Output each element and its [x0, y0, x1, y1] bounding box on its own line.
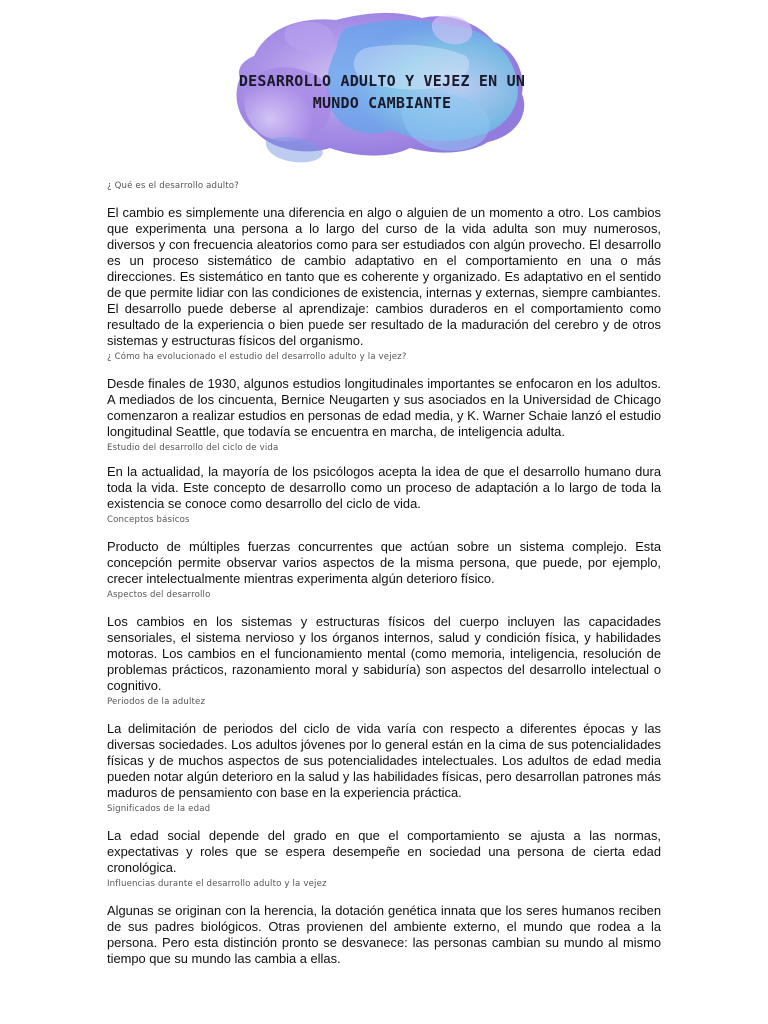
- section-heading-significados: Significados de la edad: [107, 804, 211, 814]
- section-heading-aspectos: Aspectos del desarrollo: [107, 590, 211, 600]
- section-heading-influencias: Influencias durante el desarrollo adulto y la vejez: [107, 879, 327, 889]
- section-heading-que-es: ¿ Qué es el desarrollo adulto?: [107, 181, 239, 191]
- paragraph-que-es: El cambio es simplemente una diferencia en algo o alguien de un momento a otro. Los cambios que experimenta una persona a lo largo del curso de la vida adulta son muy numerosos, diversos y con frecuencia aleatorios como para ser estudiados con algún provecho. El desarrollo es un proceso sistemático de cambio adaptativo en el comportamiento en una o más direcciones. Es sistemático en tanto que es coherente y organizado. Es adaptativo en el sentido de que permite lidiar con las condiciones de existencia, internas y externas, siempre cambiantes. El desarrollo puede deberse al aprendizaje: cambios duraderos en el comportamiento como resultado de la experiencia o bien puede ser resultado de la maduración del cerebro y de otros sistemas y estructuras físicos del organismo.: [107, 205, 661, 348]
- section-heading-ciclo-de-vida: Estudio del desarrollo del ciclo de vida: [107, 443, 279, 453]
- document-body: [107, 180, 661, 967]
- section-heading-periodos: Periodos de la adultez: [107, 697, 206, 707]
- section-heading-conceptos: Conceptos básicos: [107, 515, 190, 525]
- title-line-2: MUNDO CAMBIANTE: [312, 94, 452, 112]
- paragraph-influencias: Algunas se originan con la herencia, la dotación genética innata que los seres humanos reciben de sus padres biológicos. Otras provienen del ambiente externo, el mundo que rodea a la persona. Pero esta distinción pronto se desvanece: las personas cambian su mundo al mismo tiempo que su mundo las cambia a ellas.: [107, 903, 661, 966]
- document-title: [226, 70, 538, 114]
- paragraph-evolucion: Desde finales de 1930, algunos estudios longitudinales importantes se enfocaron en los adultos. A mediados de los cincuenta, Bernice Neugarten y sus asociados en la Universidad de Chicago comenzaron a realizar estudios en personas de edad media, y K. Warner Schaie lanzó el estudio longitudinal Seattle, que todavía se encuentra en marcha, de inteligencia adulta.: [107, 376, 661, 439]
- paragraph-aspectos: Los cambios en los sistemas y estructuras físicos del cuerpo incluyen las capacidades sensoriales, el sistema nervioso y los órganos internos, salud y condición física, y habilidades motoras. Los cambios en el funcionamiento mental (como memoria, inteligencia, resolución de problemas prácticos, razonamiento moral y sabiduría) son aspectos del desarrollo intelectual o cognitivo.: [107, 614, 661, 693]
- title-line-1: DESARROLLO ADULTO Y VEJEZ EN UN: [238, 72, 526, 90]
- paragraph-ciclo-de-vida: En la actualidad, la mayoría de los psicólogos acepta la idea de que el desarrollo humano dura toda la vida. Este concepto de desarrollo como un proceso de adaptación a lo largo de toda la existencia se conoce como desarrollo del ciclo de vida.: [107, 464, 661, 511]
- section-heading-evolucion: ¿ Cómo ha evolucionado el estudio del desarrollo adulto y la vejez?: [107, 352, 407, 362]
- watercolor-title-banner: [226, 8, 538, 168]
- paragraph-conceptos: Producto de múltiples fuerzas concurrentes que actúan sobre un sistema complejo. Esta concepción permite observar varios aspectos de la misma persona, que puede, por ejemplo, crecer intelectualmente mientras experimenta algún deterioro físico.: [107, 539, 661, 586]
- paragraph-periodos: La delimitación de periodos del ciclo de vida varía con respecto a diferentes épocas y las diversas sociedades. Los adultos jóvenes por lo general están en la cima de sus potencialidades físicas y de muchos aspectos de sus potencialidades intelectuales. Los adultos de edad media pueden notar algún deterioro en la salud y las habilidades físicas, pero desarrollan patrones más maduros de pensamiento con base en la experiencia práctica.: [107, 721, 661, 800]
- paragraph-significados: La edad social depende del grado en que el comportamiento se ajusta a las normas, expectativas y roles que se espera desempeñe en sociedad una persona de cierta edad cronológica.: [107, 828, 661, 875]
